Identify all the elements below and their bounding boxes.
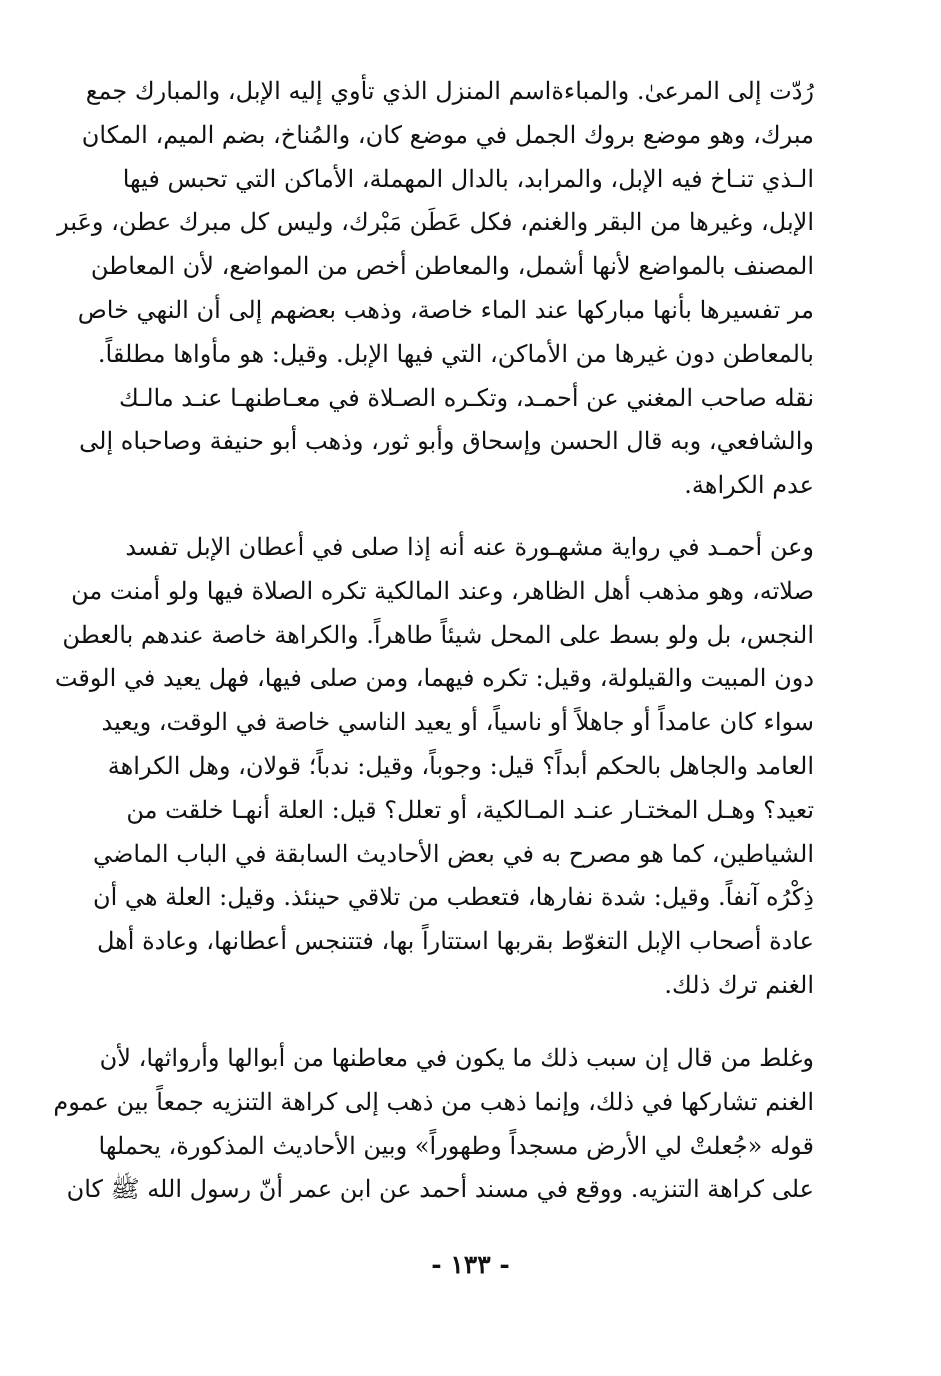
text-line: وعن أحمـد في رواية مشهـورة عنه أنه إذا صلى في أعطان الإبل تفسد bbox=[125, 533, 814, 561]
text-line: سواء كان عامداً أو جاهلاً أو ناسياً، أو يعيد الناسي خاصة في الوقت، ويعيد bbox=[101, 708, 814, 737]
text-line: رُدّت إلى المرعىٰ. والمباءةاسم المنزل الذي تأوي إليه الإبل، والمبارك جمع bbox=[85, 77, 814, 105]
text-line: النجس، بل ولو بسط على المحل شيئاً طاهراً. والكراهة خاصة عندهم بالعطن bbox=[62, 620, 814, 649]
text-line: العامد والجاهل بالحكم أبداً؟ قيل: وجوباً، وقيل: ندباً؛ قولان، وهل الكراهة bbox=[107, 751, 814, 780]
paragraph-2 bbox=[54, 526, 814, 1008]
text-line: الإبل، وغيرها من البقر والغنم، فكل عَطَن مَبْرك، وليس كل مبرك عطن، وعَبر bbox=[57, 208, 814, 237]
text-line: تعيد؟ وهـل المختـار عنـد المـالكية، أو تعلل؟ قيل: العلة أنهـا خلقت من bbox=[126, 795, 814, 824]
text-line: الـذي تنـاخ فيه الإبل، والمرابد، بالدال المهملة، الأماكن التي تحبس فيها bbox=[122, 164, 814, 193]
paragraph-1 bbox=[57, 70, 814, 508]
text-line: مبرك، وهو موضع بروك الجمل في موضع كان، والمُناخ، بضم الميم، المكان bbox=[81, 120, 814, 149]
text-line: مر تفسيرها بأنها مباركها عند الماء خاصة، وذهب بعضهم إلى أن النهي خاص bbox=[77, 295, 814, 324]
text-line: المصنف بالمواضع لأنها أشمل، والمعاطن أخص من المواضع، لأن المعاطن bbox=[90, 252, 814, 281]
paragraph-3 bbox=[53, 1037, 814, 1212]
text-line: الغنم ترك ذلك. bbox=[664, 970, 814, 999]
text-line: قوله «جُعلتْ لي الأرض مسجداً وطهوراً» وبين الأحاديث المذكورة، يحملها bbox=[98, 1131, 814, 1160]
text-line: نقله صاحب المغني عن أحمـد، وتكـره الصـلاة في معـاطنهـا عنـد مالـك bbox=[118, 383, 814, 412]
text-line: الشياطين، كما هو مصرح به في بعض الأحاديث السابقة في الباب الماضي bbox=[93, 839, 814, 868]
text-line: دون المبيت والقيلولة، وقيل: تكره فيهما، ومن صلى فيها، فهل يعيد في الوقت bbox=[54, 664, 814, 693]
text-line: الغنم تشاركها في ذلك، وإنما ذهب من ذهب إلى كراهة التنزيه جمعاً بين عموم bbox=[53, 1087, 814, 1116]
text-line: ذِكْرُه آنفاً. وقيل: شدة نفارها، فتعطب من تلاقي حينئذ. وقيل: العلة هي أن bbox=[92, 883, 814, 912]
text-line: بالمعاطن دون غيرها من الأماكن، التي فيها الإبل. وقيل: هو مأواها مطلقاً. bbox=[97, 339, 814, 368]
text-line: والشافعي، وبه قال الحسن وإسحاق وأبو ثور، وذهب أبو حنيفة وصاحباه إلى bbox=[79, 427, 814, 456]
text-line: عادة أصحاب الإبل التغوّط بقربها استتاراً بها، فتتنجس أعطانها، وعادة أهل bbox=[96, 927, 814, 956]
text-line: وغلط من قال إن سبب ذلك ما يكون في معاطنها من أبوالها وأرواثها، لأن bbox=[99, 1044, 814, 1072]
text-line: صلاته، وهو مذهب أهل الظاهر، وعند المالكية تكره الصلاة فيها ولو أمنت من bbox=[71, 576, 814, 605]
page-number: - ١٣٣ - bbox=[431, 1250, 510, 1279]
text-line: على كراهة التنزيه. ووقع في مسند أحمد عن ابن عمر أنّ رسول الله ﷺ كان bbox=[66, 1175, 814, 1204]
text-line: عدم الكراهة. bbox=[684, 471, 814, 500]
